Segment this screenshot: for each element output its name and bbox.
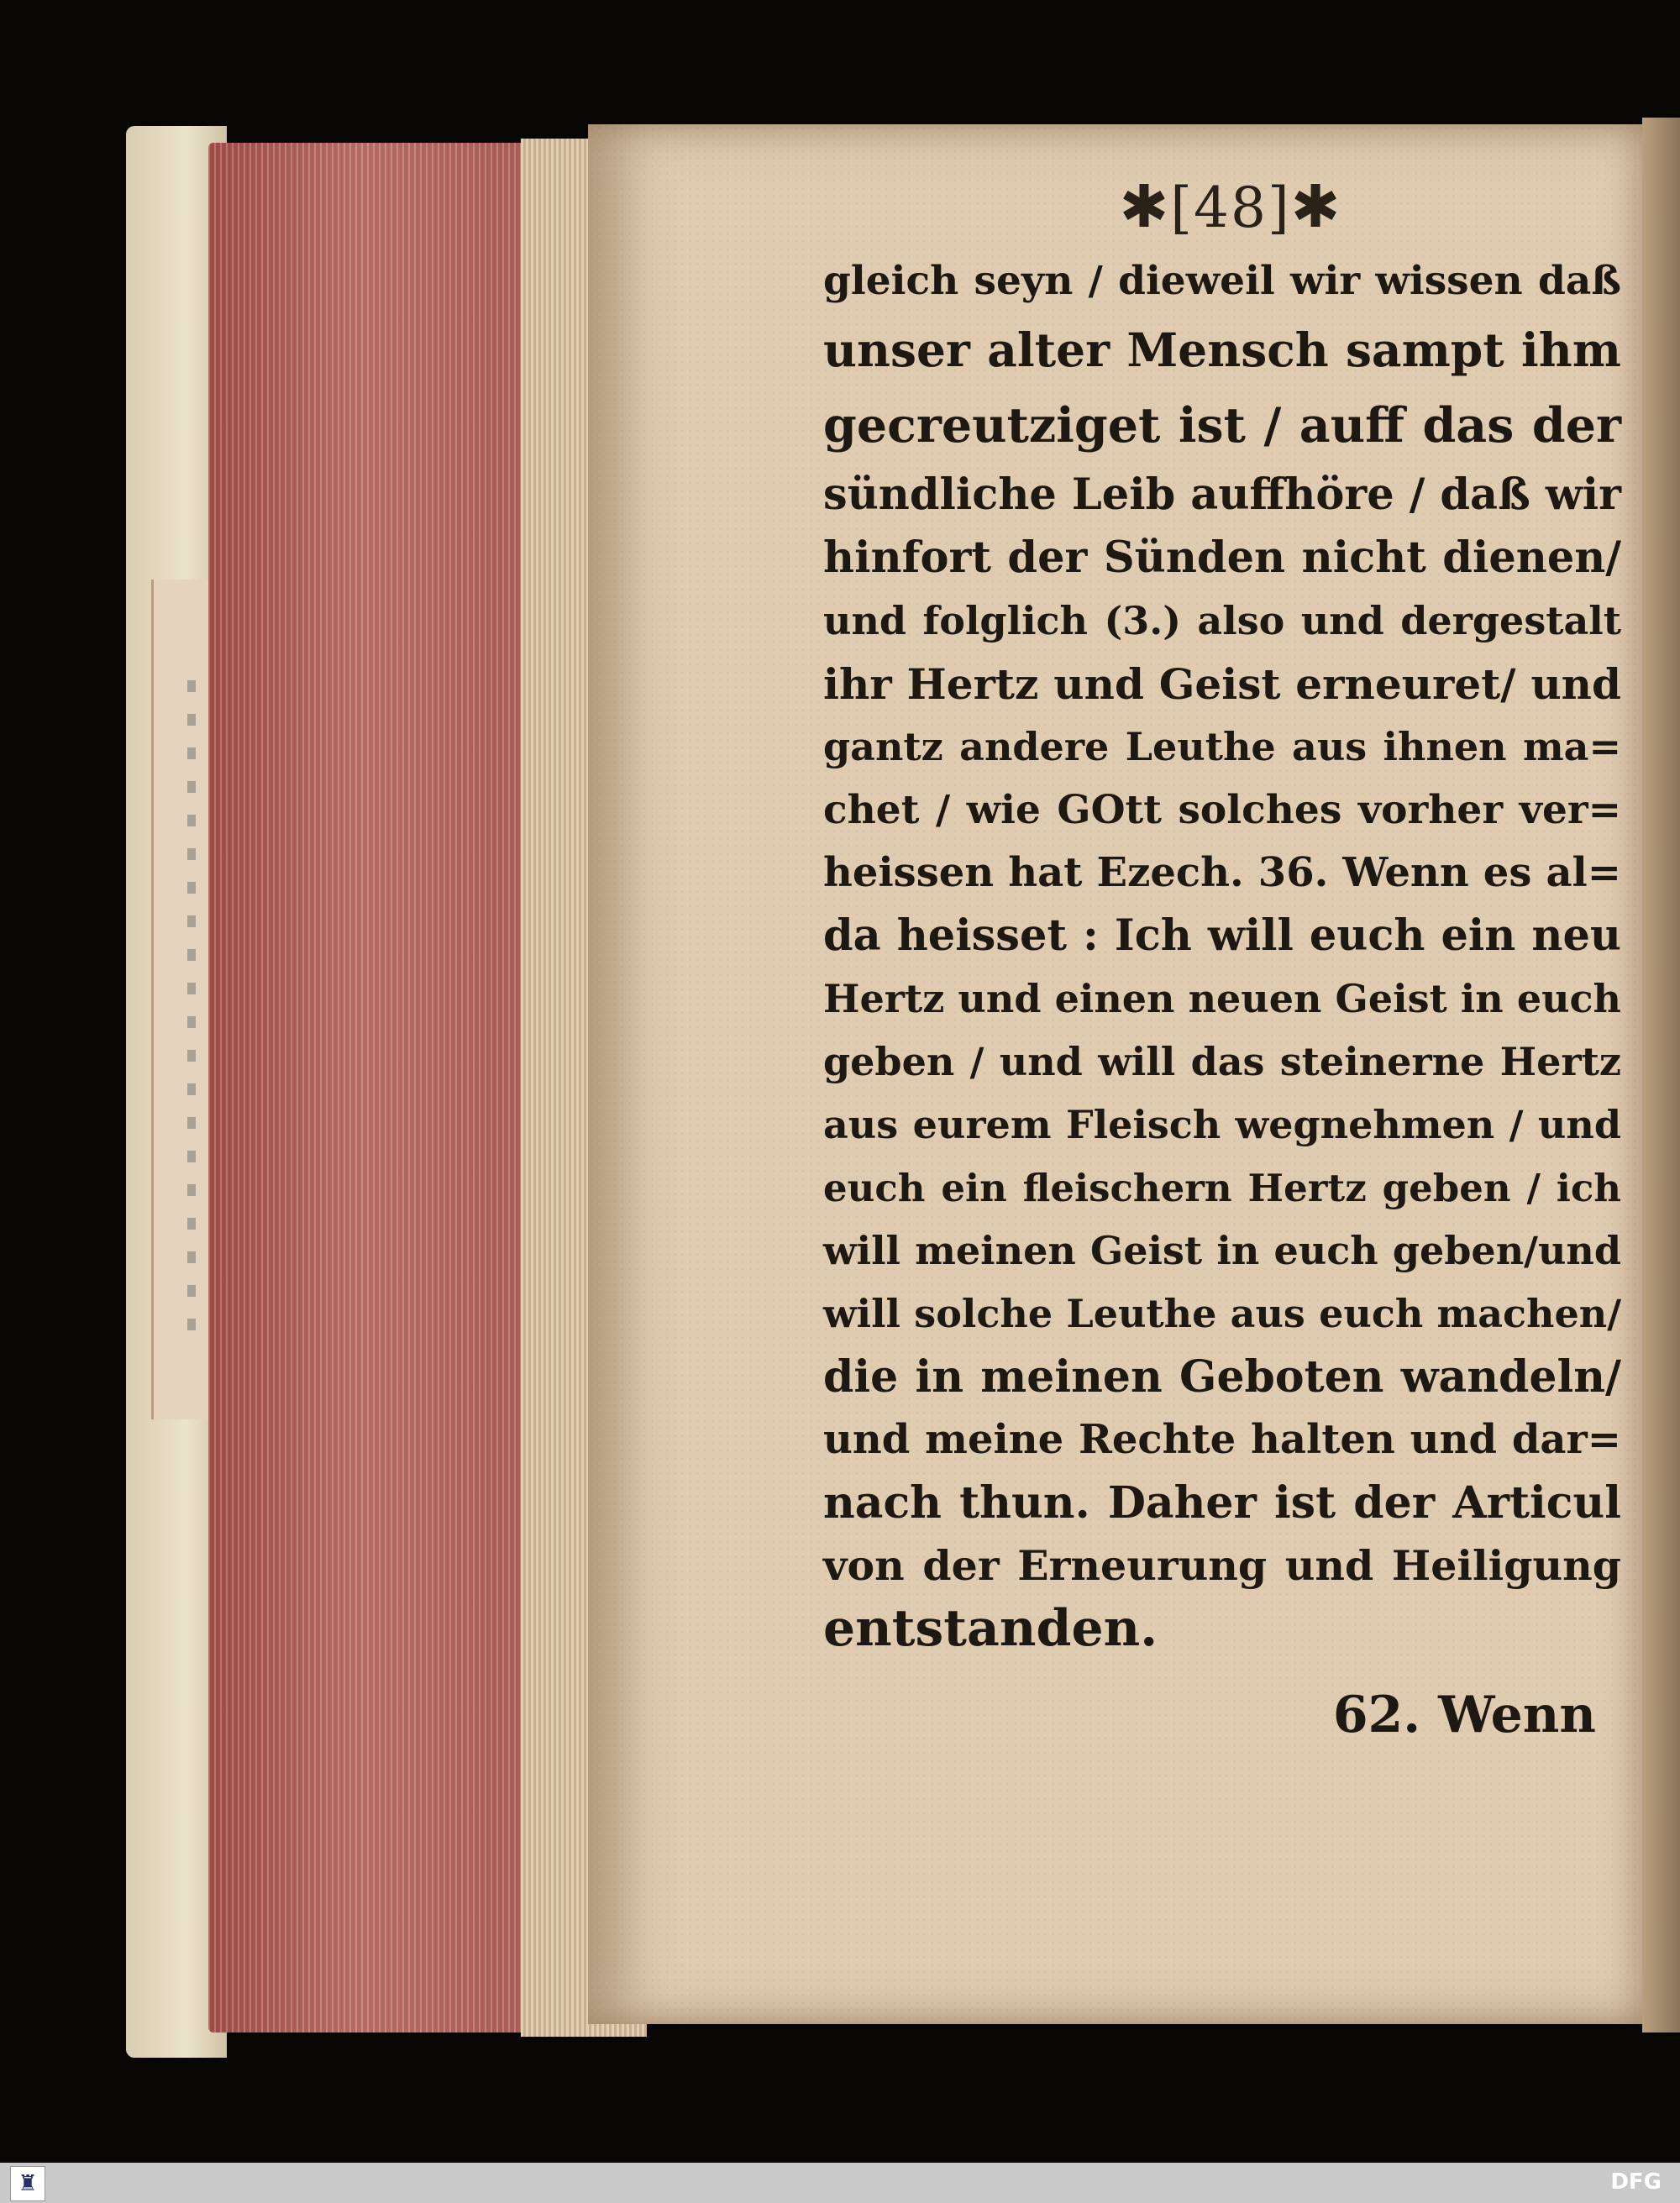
page-header (840, 172, 1621, 241)
text-line: da heisset : Ich will euch ein neu (823, 910, 1621, 961)
dfg-logo: DFG (1610, 2169, 1662, 2195)
text-line: und meine Rechte halten und dar= (823, 1416, 1621, 1463)
text-line: entstanden. (823, 1599, 1158, 1658)
text-line: gecreutziget ist / auff das der (823, 397, 1621, 454)
text-line: heissen hat Ezech. 36. Wenn es al= (823, 849, 1621, 896)
text-line: gantz andere Leuthe aus ihnen ma= (823, 724, 1621, 769)
text-line: euch ein fleischern Hertz geben / ich (823, 1166, 1621, 1210)
marginal-scrawl (187, 680, 196, 1352)
catchword: 62. Wenn (1332, 1686, 1596, 1744)
library-logo-icon[interactable]: ♜ (10, 2166, 45, 2201)
text-line: will meinen Geist in euch geben/und (823, 1228, 1621, 1273)
text-line: geben / und will das steinerne Hertz (823, 1039, 1621, 1084)
text-line: sündliche Leib auffhöre / daß wir (823, 469, 1621, 520)
facing-page-edge (1642, 118, 1680, 2033)
viewer-footer-bar (0, 2163, 1680, 2203)
text-line: chet / wie GOtt solches vorher ver= (823, 787, 1621, 833)
text-line: aus eurem Fleisch wegnehmen / und (823, 1102, 1621, 1147)
text-line: von der Erneurung und Heiligung (823, 1541, 1621, 1590)
text-line: unser alter Mensch sampt ihm (823, 323, 1621, 377)
ornament-left-icon: ✱ (1119, 172, 1171, 241)
page-number: [48] (1170, 176, 1291, 240)
text-line: hinfort der Sünden nicht dienen/ (823, 532, 1621, 583)
text-line: die in meinen Geboten wandeln/ (823, 1351, 1621, 1403)
text-line: gleich seyn / dieweil wir wissen daß (823, 258, 1621, 304)
text-line: will solche Leuthe aus euch machen/ (823, 1291, 1621, 1336)
text-lines (823, 249, 1621, 1660)
text-line: und folglich (3.) also und dergestalt (823, 598, 1621, 643)
ornament-right-icon: ✱ (1290, 172, 1342, 241)
text-line: Hertz und einen neuen Geist in euch (823, 976, 1621, 1021)
text-line: ihr Hertz und Geist erneuret/ und (823, 659, 1621, 709)
page-text-block (823, 172, 1621, 1744)
text-line: nach thun. Daher ist der Articul (823, 1477, 1621, 1529)
